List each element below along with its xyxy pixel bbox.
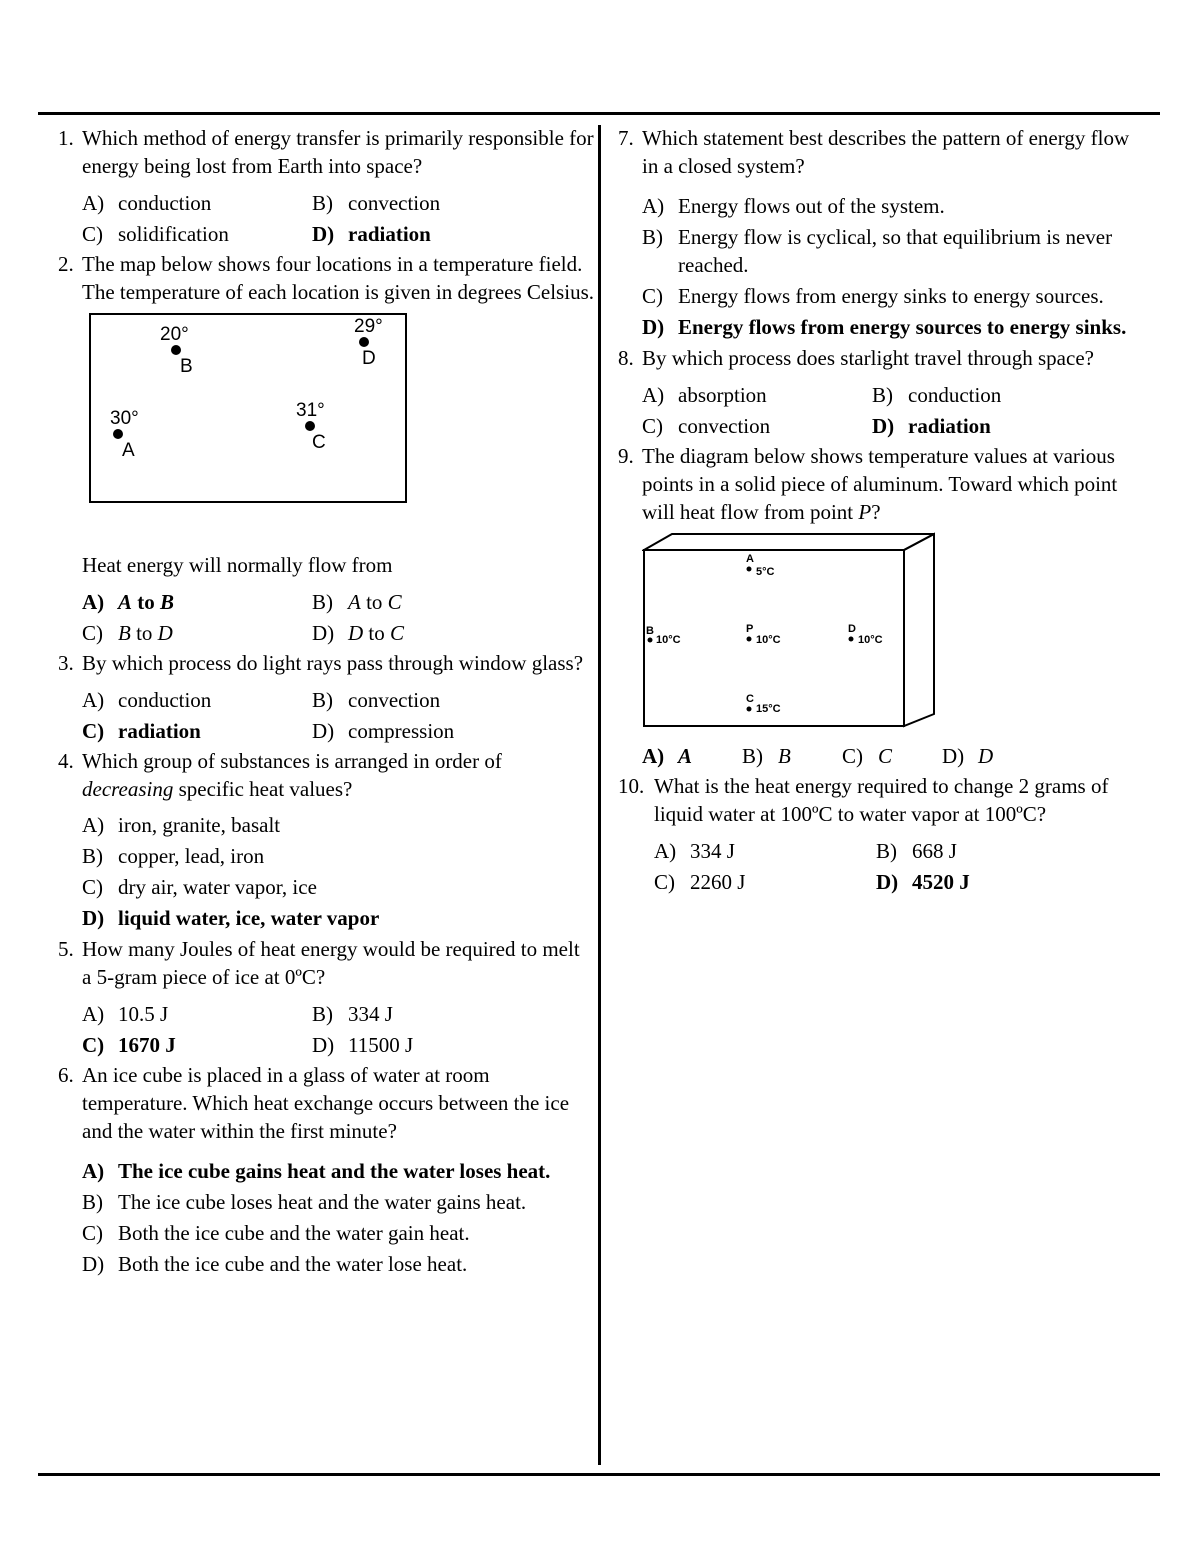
- question-10: [618, 772, 1150, 898]
- answer-options: [82, 999, 594, 1061]
- map-temp-b: 20°: [160, 324, 189, 345]
- block-temp-b: 10°C: [656, 634, 681, 646]
- map-point-b: [171, 345, 181, 355]
- answer-option-c[interactable]: C) solidification: [82, 222, 229, 246]
- answer-option-c[interactable]: C) Energy flows from energy sinks to energy sources.: [642, 284, 1104, 308]
- question-6: [58, 1061, 594, 1278]
- answer-option-a[interactable]: A) conduction: [82, 688, 212, 712]
- answer-option-b[interactable]: B) 668 J: [876, 839, 957, 863]
- block-label-p: P: [746, 623, 754, 635]
- answer-option-b[interactable]: B) B: [742, 744, 791, 768]
- map-temp-c: 31°: [296, 400, 325, 421]
- question-stem: What is the heat energy required to change 2 grams of liquid water at 100ºC to water vapor at 100ºC?: [654, 774, 1109, 826]
- answer-option-b[interactable]: B) copper, lead, iron: [82, 844, 265, 868]
- block-temp-c: 15°C: [756, 703, 781, 715]
- answer-option-b[interactable]: B) convection: [312, 191, 441, 215]
- question-stem: Which method of energy transfer is primarily responsible for energy being lost from Earth into space?: [82, 126, 594, 178]
- answer-options: [82, 811, 594, 932]
- question-stem: Which statement best describes the pattern of energy flow in a closed system?: [642, 126, 1130, 178]
- map-temp-a: 30°: [110, 408, 139, 429]
- answer-option-c[interactable]: C) convection: [642, 414, 771, 438]
- answer-options: [642, 741, 1150, 772]
- answer-option-d[interactable]: D) 4520 J: [876, 870, 970, 894]
- answer-option-d[interactable]: D) Energy flows from energy sources to energy sinks.: [642, 315, 1127, 339]
- answer-option-c[interactable]: C) 1670 J: [82, 1033, 176, 1057]
- block-label-d: D: [848, 623, 856, 635]
- temperature-field-map: [88, 312, 408, 508]
- answer-option-c[interactable]: C) C: [842, 744, 893, 768]
- block-label-a: A: [746, 553, 754, 565]
- left-column: [58, 124, 594, 1281]
- answer-option-c[interactable]: C) radiation: [82, 719, 201, 743]
- question-number: 4.: [58, 749, 74, 773]
- answer-option-b[interactable]: B) Energy flow is cyclical, so that equilibrium is never reached.: [642, 225, 1113, 277]
- column-divider: [598, 125, 601, 1465]
- top-rule: [38, 112, 1160, 115]
- block-point-p: [747, 637, 752, 642]
- question-4: [58, 747, 594, 932]
- question-3: [58, 649, 594, 747]
- block-temp-a: 5°C: [756, 566, 775, 578]
- answer-option-b[interactable]: B) 334 J: [312, 1002, 393, 1026]
- block-point-c: [747, 707, 752, 712]
- question-stem: By which process does starlight travel through space?: [642, 346, 1094, 370]
- question-number: 2.: [58, 252, 74, 276]
- answer-option-b[interactable]: B) The ice cube loses heat and the water gains heat.: [82, 1190, 527, 1214]
- map-point-c: [305, 421, 315, 431]
- answer-option-b[interactable]: B) convection: [312, 688, 441, 712]
- answer-options: [642, 192, 1150, 341]
- answer-options: [654, 836, 1150, 898]
- question-number: 9.: [618, 444, 634, 468]
- answer-option-c[interactable]: C) dry air, water vapor, ice: [82, 875, 317, 899]
- bottom-rule: [38, 1473, 1160, 1476]
- answer-option-d[interactable]: D) radiation: [872, 414, 991, 438]
- answer-option-c[interactable]: C) 2260 J: [654, 870, 746, 894]
- answer-option-d[interactable]: D) radiation: [312, 222, 431, 246]
- question-5: [58, 935, 594, 1061]
- right-column: [618, 124, 1150, 898]
- question-stem: Which group of substances is arranged in order of decreasing specific heat values?: [82, 749, 502, 801]
- block-point-a: [747, 567, 752, 572]
- map-label-d: D: [362, 348, 376, 369]
- block-point-d: [849, 637, 854, 642]
- map-label-a: A: [122, 440, 135, 461]
- question-stem: By which process do light rays pass through window glass?: [82, 651, 584, 675]
- answer-option-d[interactable]: D) 11500 J: [312, 1033, 414, 1057]
- answer-option-a[interactable]: A) 10.5 J: [82, 1002, 169, 1026]
- answer-option-a[interactable]: A) A: [642, 744, 693, 768]
- question-number: 6.: [58, 1063, 74, 1087]
- block-point-b: [648, 638, 653, 643]
- aluminum-block-diagram: [642, 532, 938, 732]
- block-label-b: B: [646, 625, 654, 637]
- question-followup: Heat energy will normally flow from: [82, 553, 393, 577]
- block-temp-p: 10°C: [756, 634, 781, 646]
- question-number: 3.: [58, 651, 74, 675]
- map-temp-d: 29°: [354, 316, 383, 337]
- answer-option-d[interactable]: D) compression: [312, 719, 455, 743]
- question-2: [58, 250, 594, 649]
- question-8: [618, 344, 1150, 442]
- answer-option-d[interactable]: D) D: [942, 744, 994, 768]
- answer-option-b[interactable]: B) A to C: [312, 590, 402, 614]
- answer-option-d[interactable]: D) D to C: [312, 621, 405, 645]
- block-label-c: C: [746, 693, 754, 705]
- question-number: 7.: [618, 126, 634, 150]
- answer-options: [82, 188, 594, 250]
- answer-option-a[interactable]: A) A to B: [82, 590, 175, 614]
- question-1: [58, 124, 594, 250]
- answer-option-d[interactable]: D) liquid water, ice, water vapor: [82, 906, 380, 930]
- question-number: 8.: [618, 346, 634, 370]
- answer-options: [82, 1157, 594, 1278]
- question-stem: The map below shows four locations in a temperature field. The temperature of each location is given in degrees Celsius.: [82, 252, 594, 304]
- map-label-c: C: [312, 432, 326, 453]
- answer-options: [82, 587, 594, 649]
- answer-option-a[interactable]: A) The ice cube gains heat and the water loses heat.: [82, 1159, 551, 1183]
- answer-option-a[interactable]: A) 334 J: [654, 839, 735, 863]
- question-9: [618, 442, 1150, 772]
- answer-options: [82, 685, 594, 747]
- question-stem: The diagram below shows temperature values at various points in a solid piece of aluminum. Toward which point will heat flow from point P?: [642, 444, 1118, 524]
- block-temp-d: 10°C: [858, 634, 883, 646]
- map-label-b: B: [180, 356, 193, 377]
- answer-option-a[interactable]: A) conduction: [82, 191, 212, 215]
- question-number: 1.: [58, 126, 74, 150]
- question-7: [618, 124, 1150, 341]
- question-number: 10.: [618, 774, 645, 798]
- answer-option-a[interactable]: A) absorption: [642, 383, 767, 407]
- answer-option-a[interactable]: A) Energy flows out of the system.: [642, 194, 945, 218]
- answer-option-b[interactable]: B) conduction: [872, 383, 1002, 407]
- answer-option-c[interactable]: C) Both the ice cube and the water gain heat.: [82, 1221, 470, 1245]
- question-stem: An ice cube is placed in a glass of water at room temperature. Which heat exchange occurs between the ice and the water within the first minute?: [82, 1063, 570, 1143]
- question-number: 5.: [58, 937, 74, 961]
- answer-option-c[interactable]: C) B to D: [82, 621, 173, 645]
- answer-option-a[interactable]: A) iron, granite, basalt: [82, 813, 281, 837]
- question-stem: How many Joules of heat energy would be required to melt a 5-gram piece of ice at 0ºC?: [82, 937, 580, 989]
- map-point-d: [359, 337, 369, 347]
- map-point-a: [113, 429, 123, 439]
- answer-option-d[interactable]: D) Both the ice cube and the water lose heat.: [82, 1252, 468, 1276]
- answer-options: [642, 380, 1150, 442]
